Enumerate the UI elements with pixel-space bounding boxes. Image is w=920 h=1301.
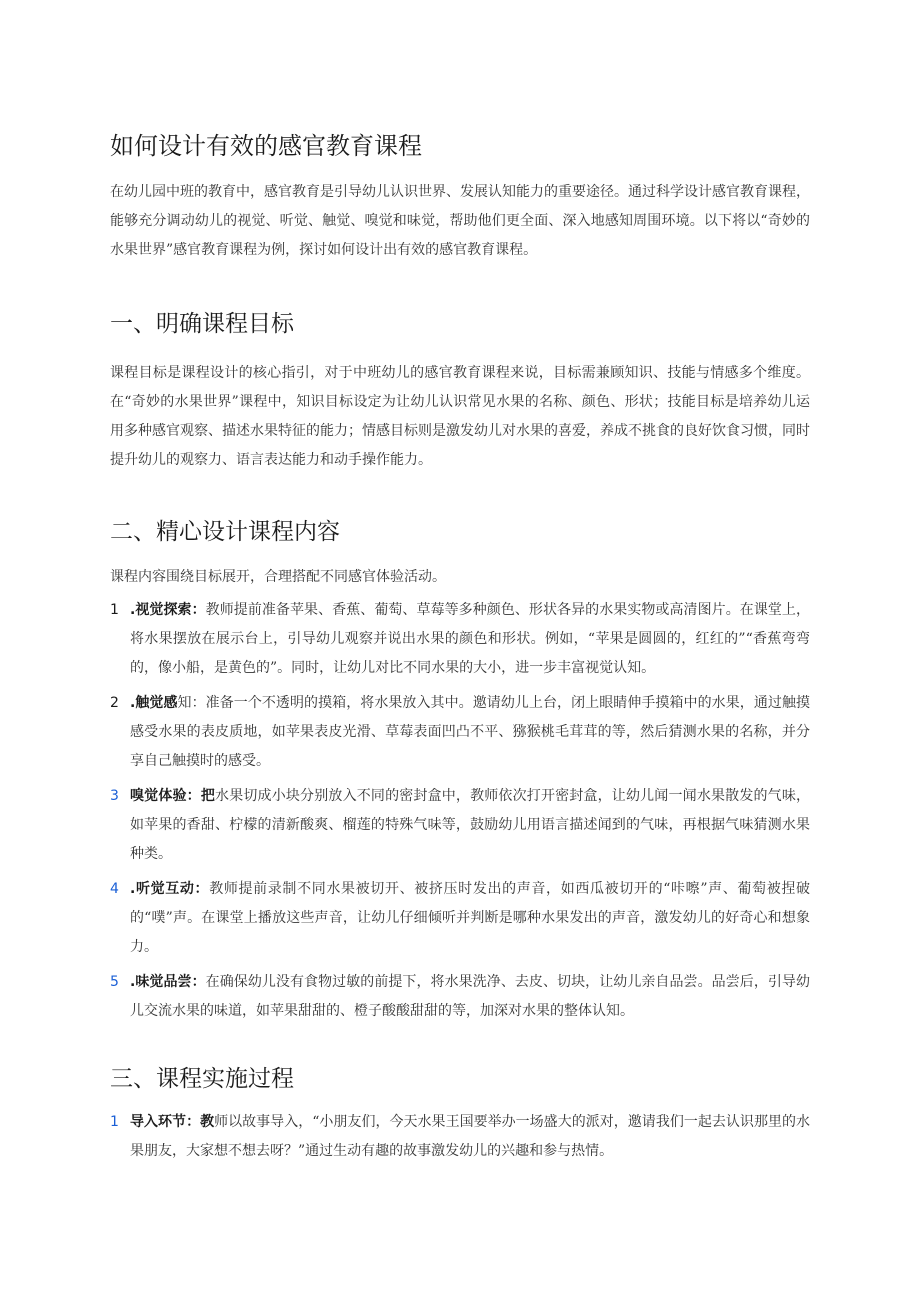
list-label: .听觉互动： bbox=[130, 881, 210, 897]
list-text: 师以故事导入，“小朋友们，今天水果王国要举办一场盛大的派对，邀请我们一起去认识那里的水果朋友，大家想不想去呀？”通过生动有趣的故事激发幼儿的兴趣和参与热情。 bbox=[130, 1114, 811, 1159]
list-text: 教师提前录制不同水果被切开、被挤压时发出的声音，如西瓜被切开的“咔嚓”声、葡萄被捏破的“噗”声。在课堂上播放这些声音，让幼儿仔细倾听并判断是哪种水果发出的声音，激发幼儿的好奇心和想象力。 bbox=[130, 881, 810, 955]
list-label: 导入环节：教 bbox=[130, 1114, 215, 1130]
list-text: 知：准备一个不透明的摸箱，将水果放入其中。邀请幼儿上台，闭上眼睛伸手摸箱中的水果，通过触摸感受水果的表皮质地，如苹果表皮光滑、草莓表面凹凸不平、猕猴桃毛茸茸的等，然后猜测水果的名称，并分享自己触摸时的感受。 bbox=[130, 695, 810, 769]
list-item bbox=[110, 596, 810, 683]
list-number: 4 bbox=[110, 881, 119, 897]
list-label: .视觉探索： bbox=[130, 602, 206, 618]
list-text: 水果切成小块分别放入不同的密封盒中，教师依次打开密封盒，让幼儿闻一闻水果散发的气味，如苹果的香甜、柠檬的清新酸爽、榴莲的特殊气味等，鼓励幼儿用语言描述闻到的气味，再根据气味猜测水果种类。 bbox=[130, 788, 811, 862]
list-item bbox=[110, 968, 810, 1026]
list-label: 嗅觉体验：把 bbox=[130, 788, 216, 804]
list-number: 3 bbox=[110, 788, 119, 804]
list-number: 1 bbox=[110, 602, 119, 618]
section-heading-goals: 一、明确课程目标 bbox=[110, 311, 294, 337]
list-item bbox=[110, 875, 810, 962]
content-lead-paragraph: 课程内容围绕目标展开，合理搭配不同感官体验活动。 bbox=[110, 569, 446, 585]
section-heading-process: 三、课程实施过程 bbox=[110, 1066, 294, 1092]
list-number: 1 bbox=[110, 1114, 119, 1130]
page-title: 如何设计有效的感官教育课程 bbox=[110, 132, 422, 160]
intro-paragraph: 在幼儿园中班的教育中，感官教育是引导幼儿认识世界、发展认知能力的重要途径。通过科学设计感官教育课程，能够充分调动幼儿的视觉、听觉、触觉、嗅觉和味觉，帮助他们更全面、深入地感知周围环境。以下将以“奇妙的水果世界”感官教育课程为例，探讨如何设计出有效的感官教育课程。 bbox=[110, 184, 810, 258]
list-label: .触觉感 bbox=[130, 695, 178, 711]
section-heading-content: 二、精心设计课程内容 bbox=[110, 519, 340, 545]
list-item bbox=[110, 1108, 810, 1166]
document-page bbox=[110, 128, 810, 1166]
list-item bbox=[110, 689, 810, 776]
goals-paragraph: 课程目标是课程设计的核心指引，对于中班幼儿的感官教育课程来说，目标需兼顾知识、技能与情感多个维度。在“奇妙的水果世界”课程中，知识目标设定为让幼儿认识常见水果的名称、颜色、形状；技能目标是培养幼儿运用多种感官观察、描述水果特征的能力；情感目标则是激发幼儿对水果的喜爱，养成不挑食的良好饮食习惯，同时提升幼儿的观察力、语言表达能力和动手操作能力。 bbox=[110, 365, 810, 468]
list-number: 5 bbox=[110, 974, 119, 990]
list-text: 教师提前准备苹果、香蕉、葡萄、草莓等多种颜色、形状各异的水果实物或高清图片。在课堂上，将水果摆放在展示台上，引导幼儿观察并说出水果的颜色和形状。例如，“苹果是圆圆的，红红的”“香蕉弯弯的，像小船，是黄色的”。同时，让幼儿对比不同水果的大小，进一步丰富视觉认知。 bbox=[130, 602, 810, 676]
list-number: 2 bbox=[110, 695, 119, 711]
list-item bbox=[110, 782, 810, 869]
list-text: 在确保幼儿没有食物过敏的前提下，将水果洗净、去皮、切块，让幼儿亲自品尝。品尝后，引导幼儿交流水果的味道，如苹果甜甜的、橙子酸酸甜甜的等，加深对水果的整体认知。 bbox=[130, 974, 810, 1019]
list-label: .味觉品尝： bbox=[130, 974, 206, 990]
